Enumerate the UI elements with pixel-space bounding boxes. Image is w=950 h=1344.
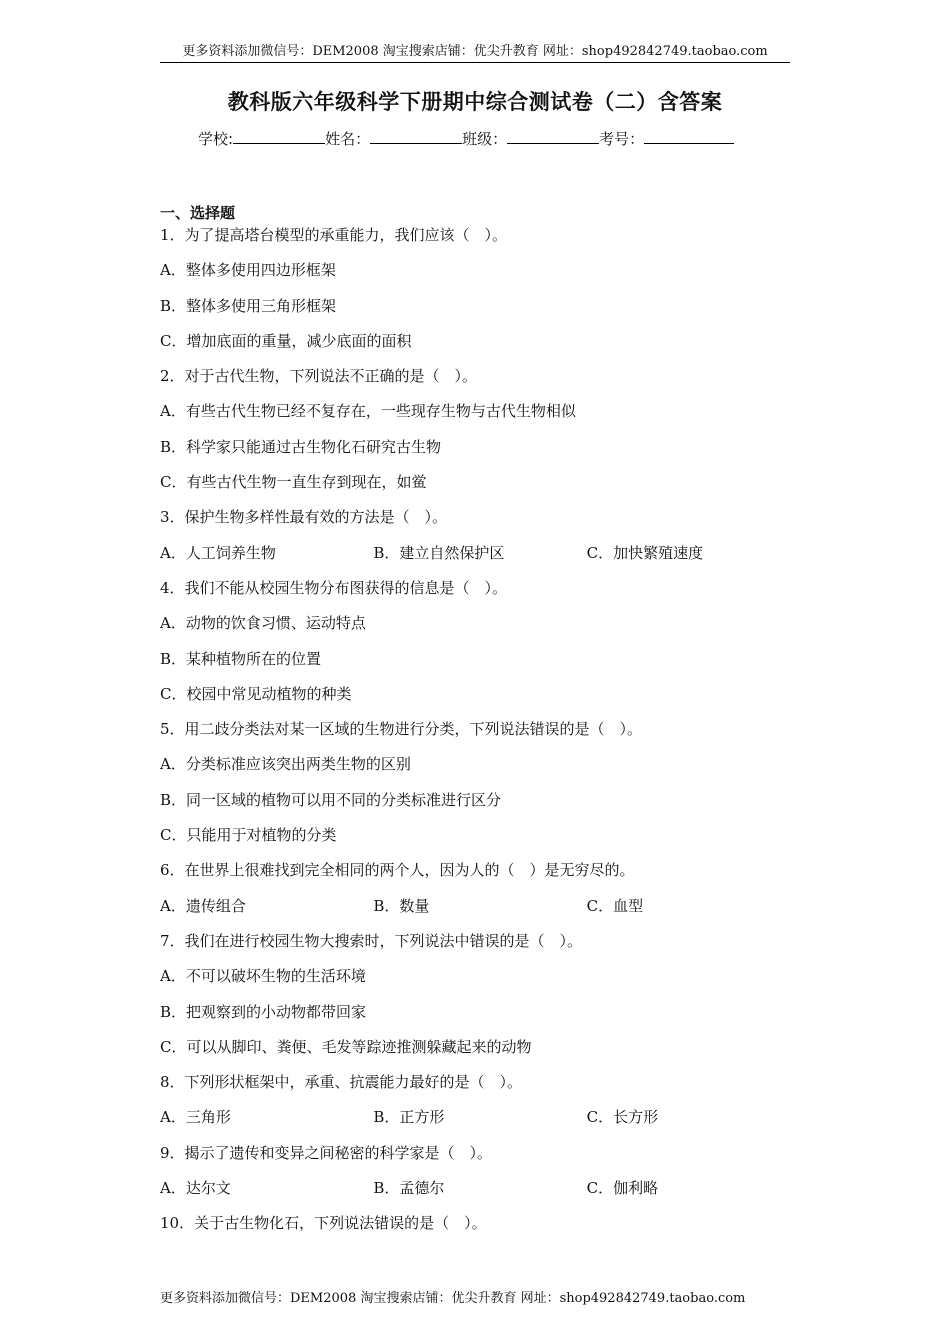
number-label: 考号： <box>599 130 645 148</box>
question-9: 9．揭示了遗传和变异之间秘密的科学家是（ ）。 <box>160 1143 493 1162</box>
option: B．整体多使用三角形框架 <box>160 296 337 315</box>
option: C．伽利略 <box>586 1179 659 1198</box>
option: B．数量 <box>373 896 430 915</box>
school-label: 学校: <box>198 130 234 148</box>
option: A．达尔文 <box>160 1179 231 1198</box>
option: A．有些古代生物已经不复存在，一些现存生物与古代生物相似 <box>160 402 576 421</box>
option: C．长方形 <box>586 1108 659 1127</box>
name-blank[interactable] <box>370 129 462 144</box>
option: C．加快繁殖速度 <box>586 543 704 562</box>
question-1: 1．为了提高塔台模型的承重能力，我们应该（ ）。 <box>160 226 508 244</box>
option-row <box>160 895 800 930</box>
question-2: 2．对于古代生物，下列说法不正确的是（ ）。 <box>160 367 478 386</box>
option: A．人工饲养生物 <box>160 543 276 562</box>
option: A．三角形 <box>160 1108 231 1127</box>
name-label: 姓名： <box>325 130 371 148</box>
section-heading: 一、选择题 <box>160 204 236 222</box>
option: C．血型 <box>586 896 644 915</box>
page-footer: 更多资料添加微信号：DEM2008 淘宝搜索店铺：优尖升教育 网址：shop492842749.taobao.com <box>160 1291 746 1306</box>
option: C．校园中常见动植物的种类 <box>160 684 352 703</box>
option: A．遗传组合 <box>160 896 246 915</box>
page-title: 教科版六年级科学下册期中综合测试卷（二）含答案 <box>227 90 723 114</box>
option: B．某种植物所在的位置 <box>160 649 322 668</box>
option: A．整体多使用四边形框架 <box>160 261 336 280</box>
option: C．有些古代生物一直生存到现在，如鲎 <box>160 473 427 492</box>
option: B．孟德尔 <box>373 1179 445 1198</box>
question-6: 6．在世界上很难找到完全相同的两个人，因为人的（ ）是无穷尽的。 <box>160 861 635 880</box>
option: C．增加底面的重量，减少底面的面积 <box>160 331 412 350</box>
question-4: 4．我们不能从校园生物分布图获得的信息是（ ）。 <box>160 578 508 597</box>
option-row <box>160 542 800 577</box>
question-3: 3．保护生物多样性最有效的方法是（ ）。 <box>160 508 448 527</box>
option: B．科学家只能通过古生物化石研究古生物 <box>160 437 442 456</box>
option-row <box>160 1177 800 1212</box>
question-7: 7．我们在进行校园生物大搜索时，下列说法中错误的是（ ）。 <box>160 931 583 950</box>
class-label: 班级： <box>462 130 508 148</box>
number-blank[interactable] <box>644 129 734 144</box>
question-5: 5．用二歧分类法对某一区域的生物进行分类，下列说法错误的是（ ）。 <box>160 720 643 739</box>
option: B．把观察到的小动物都带回家 <box>160 1002 367 1021</box>
option-row <box>160 1106 800 1141</box>
class-blank[interactable] <box>507 129 599 144</box>
option: C．只能用于对植物的分类 <box>160 826 337 845</box>
student-info-line <box>198 128 734 149</box>
option: B．正方形 <box>373 1108 445 1127</box>
option: C．可以从脚印、粪便、毛发等踪迹推测躲藏起来的动物 <box>160 1037 532 1056</box>
option: A．不可以破坏生物的生活环境 <box>160 967 366 986</box>
option: A．分类标准应该突出两类生物的区别 <box>160 755 411 774</box>
option: A．动物的饮食习惯、运动特点 <box>160 614 366 633</box>
page-header: 更多资料添加微信号：DEM2008 淘宝搜索店铺：优尖升教育 网址：shop492842749.taobao.com <box>160 40 790 63</box>
option: B．建立自然保护区 <box>373 543 505 562</box>
option: B．同一区域的植物可以用不同的分类标准进行区分 <box>160 790 502 809</box>
question-8: 8．下列形状框架中，承重、抗震能力最好的是（ ）。 <box>160 1073 523 1092</box>
school-blank[interactable] <box>233 129 325 144</box>
question-10: 10．关于古生物化石，下列说法错误的是（ ）。 <box>160 1214 487 1233</box>
question-list <box>160 202 800 1248</box>
